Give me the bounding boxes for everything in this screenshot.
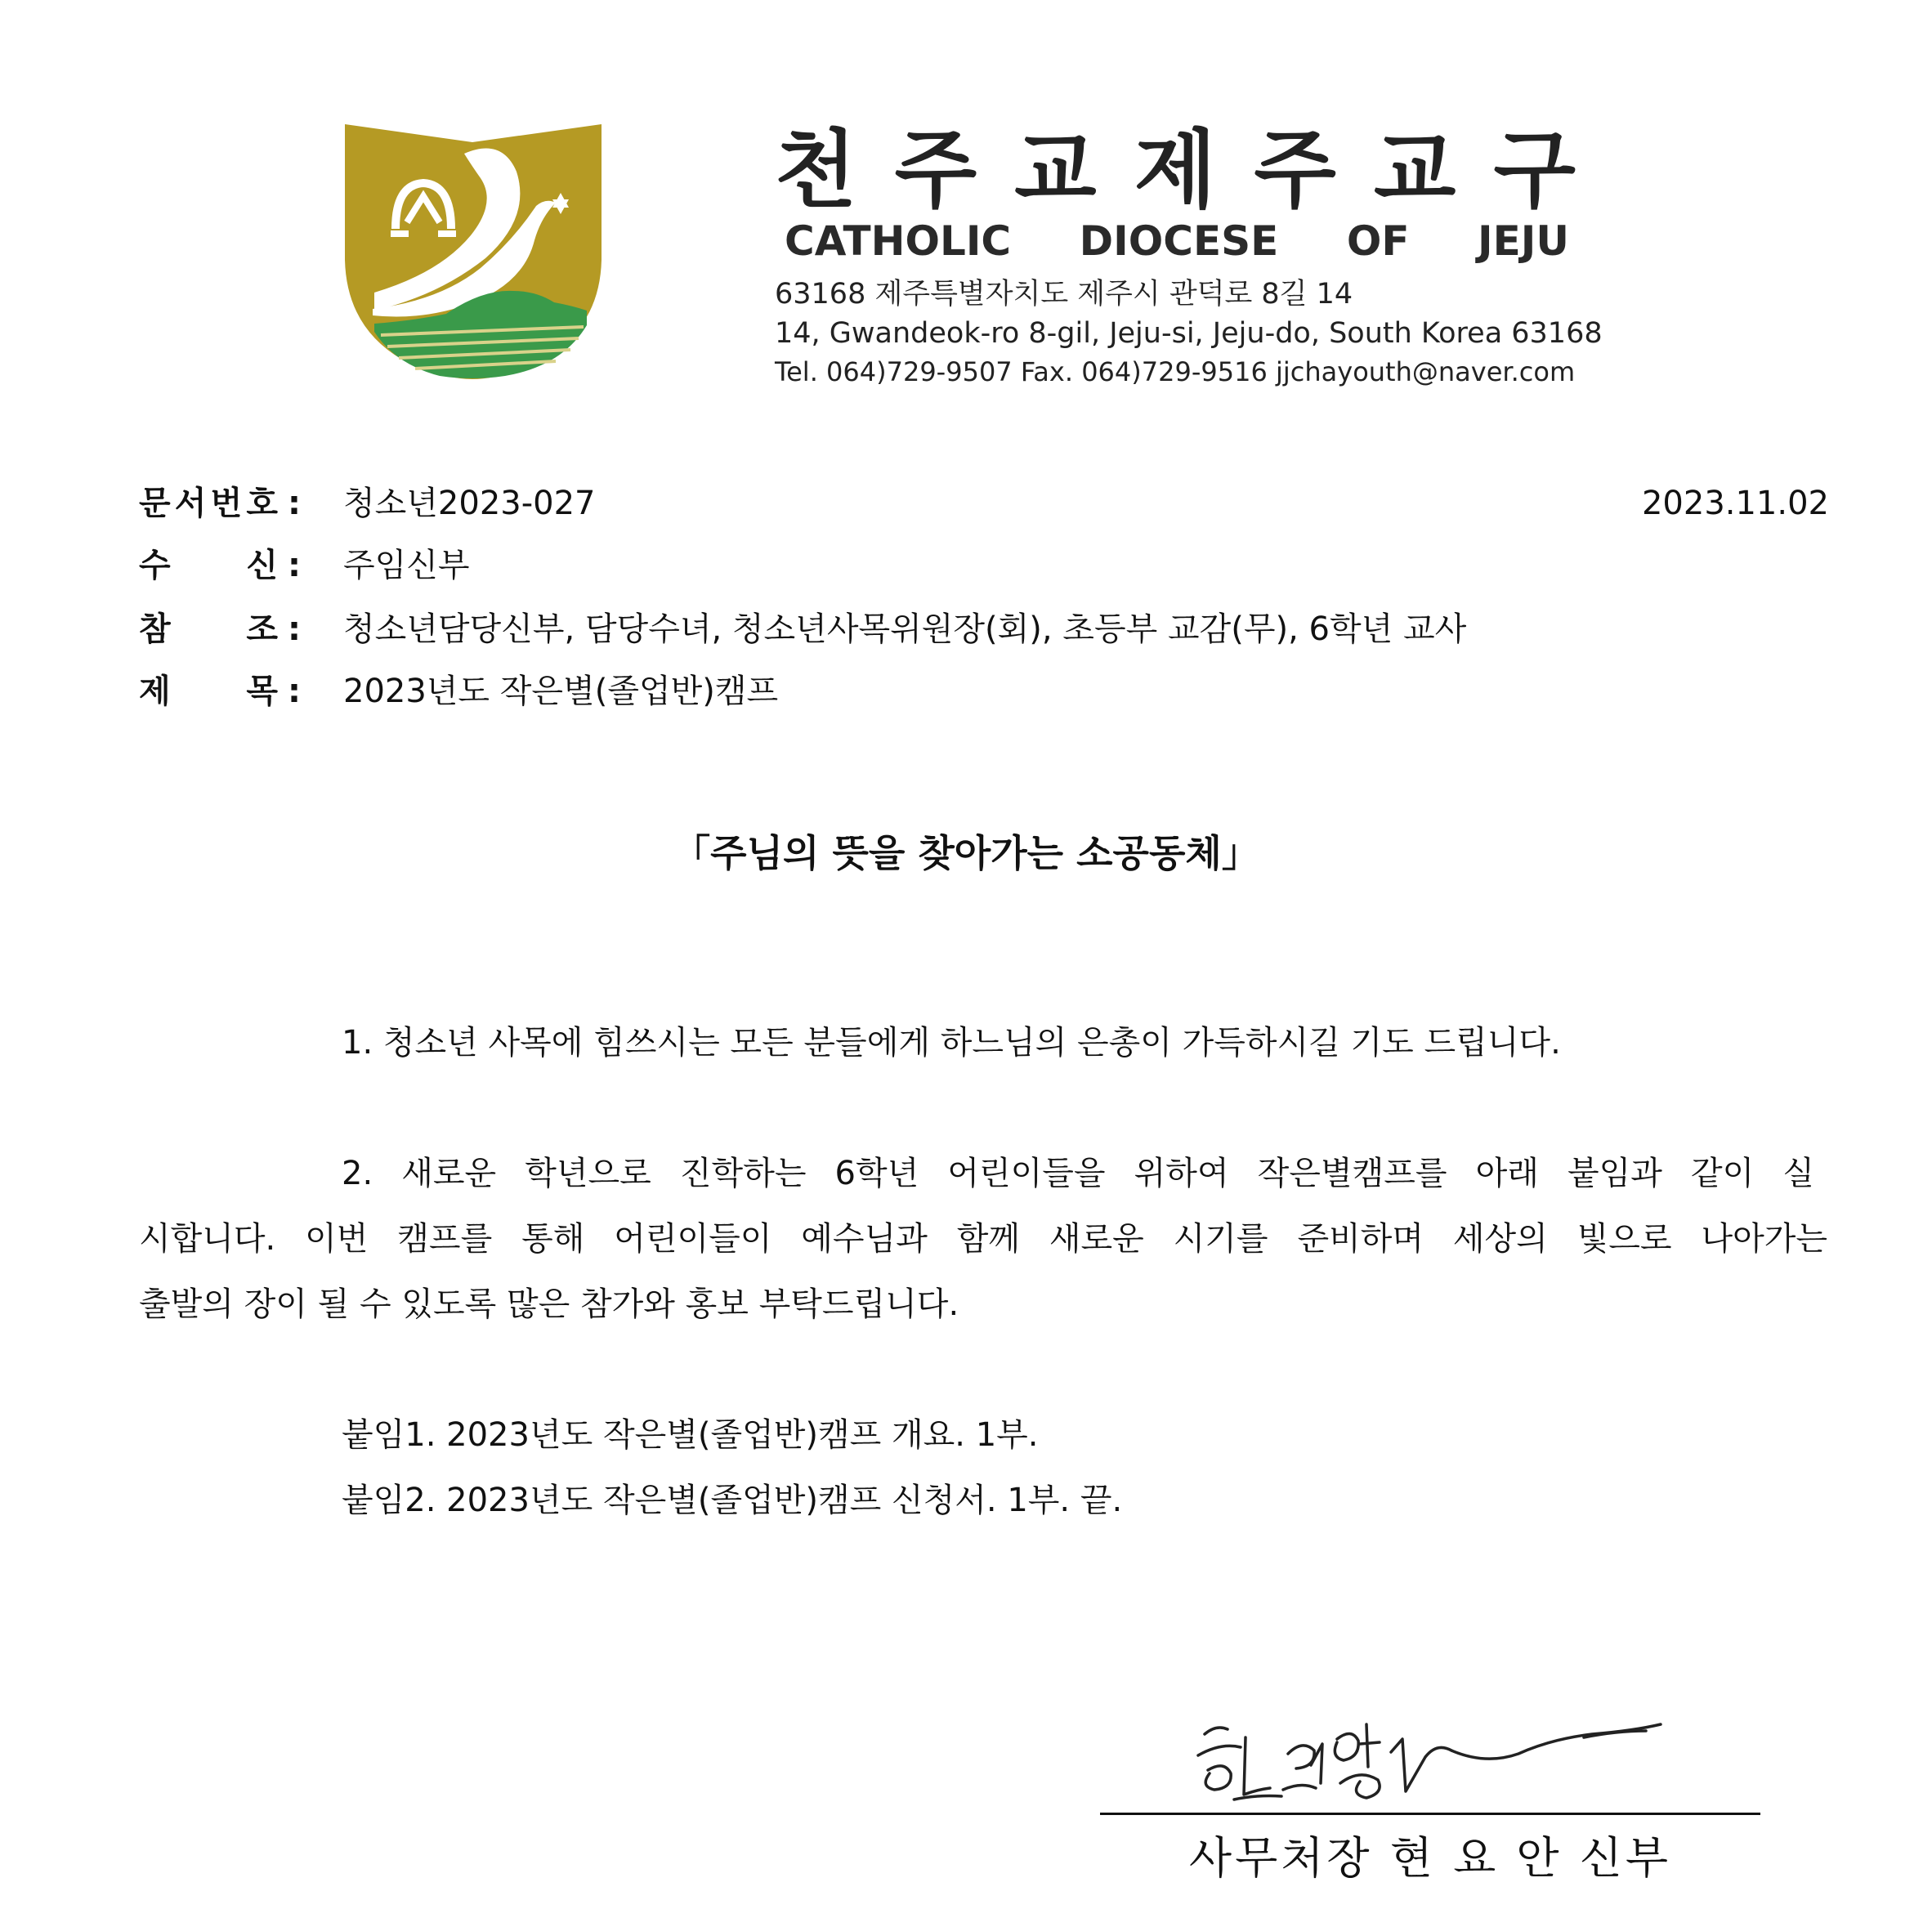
org-char: 교 [1373,120,1456,220]
paragraph-2-line-1: 2. 새로운 학년으로 진학하는 6학년 어린이들을 위하여 작은별캠프를 아래 붙임과 같이 실 [342,1155,1814,1192]
label-char: 목 [246,673,278,710]
org-char: 천 [775,120,857,220]
paragraph-2-line-3: 출발의 장이 될 수 있도록 많은 참가와 홍보 부탁드립니다. [139,1285,959,1323]
org-english-word: OF [1346,217,1410,265]
recipient-value: 주임신부 [343,547,470,584]
org-char: 주 [894,120,977,220]
label-char: 수 [139,547,171,584]
org-char: 구 [1493,120,1576,220]
headline-theme: 「주님의 뜻을 찾아가는 소공동체」 [673,831,1259,875]
organization-name-korean [775,120,1576,220]
subject-value: 2023년도 작은별(졸업반)캠프 [343,673,779,710]
document-date: 2023.11.02 [1641,485,1829,522]
org-english-word: JEJU [1478,217,1569,265]
org-char: 주 [1254,120,1336,220]
contact-info: Tel. 064)729-9507 Fax. 064)729-9516 jjchayouth@naver.com [775,356,1576,387]
label-char: 호 [246,485,278,522]
attachment-2: 붙임2. 2023년도 작은별(졸업반)캠프 신청서. 1부. 끝. [342,1482,1123,1519]
label-char: 문 [139,485,171,522]
label-colon: : [288,547,301,584]
signature-line [1100,1813,1760,1815]
handwritten-signature [1192,1692,1666,1814]
label-colon: : [288,485,301,522]
org-char: 제 [1134,120,1217,220]
org-char: 교 [1014,120,1097,220]
paragraph-1: 1. 청소년 사목에 힘쓰시는 모든 분들에게 하느님의 은총이 가득하시길 기도 드립니다. [342,1024,1561,1062]
label-char: 서 [174,485,207,522]
address-korean: 63168 제주특별자치도 제주시 관덕로 8길 14 [775,278,1353,311]
doc-number-value: 청소년2023-027 [343,485,596,522]
label-colon: : [288,610,301,648]
org-english-word: DIOCESE [1079,217,1279,265]
recipient-label [139,541,278,590]
address-english: 14, Gwandeok-ro 8-gil, Jeju-si, Jeju-do, South Korea 63168 [775,317,1603,350]
paragraph-2-line-2: 시합니다. 이번 캠프를 통해 어린이들이 예수님과 함께 새로운 시기를 준비하며 세상의 빛으로 나아가는 [139,1220,1827,1258]
diocese-emblem-logo [342,121,605,379]
doc-number-label [139,479,278,528]
reference-label [139,605,278,654]
label-char: 신 [246,547,278,584]
attachment-1: 붙임1. 2023년도 작은별(졸업반)캠프 개요. 1부. [342,1416,1039,1454]
label-colon: : [288,673,301,710]
label-char: 참 [139,610,171,648]
reference-value: 청소년담당신부, 담당수녀, 청소년사목위원장(회), 초등부 교감(무), 6학년 교사 [343,610,1467,648]
label-char: 제 [139,673,171,710]
organization-name-english [785,214,1569,268]
org-english-word: CATHOLIC [785,217,1012,265]
label-char: 번 [210,485,243,522]
signer-name: 사무처장 현 요 안 신부 [1188,1832,1672,1884]
subject-label [139,667,278,716]
label-char: 조 [246,610,278,648]
